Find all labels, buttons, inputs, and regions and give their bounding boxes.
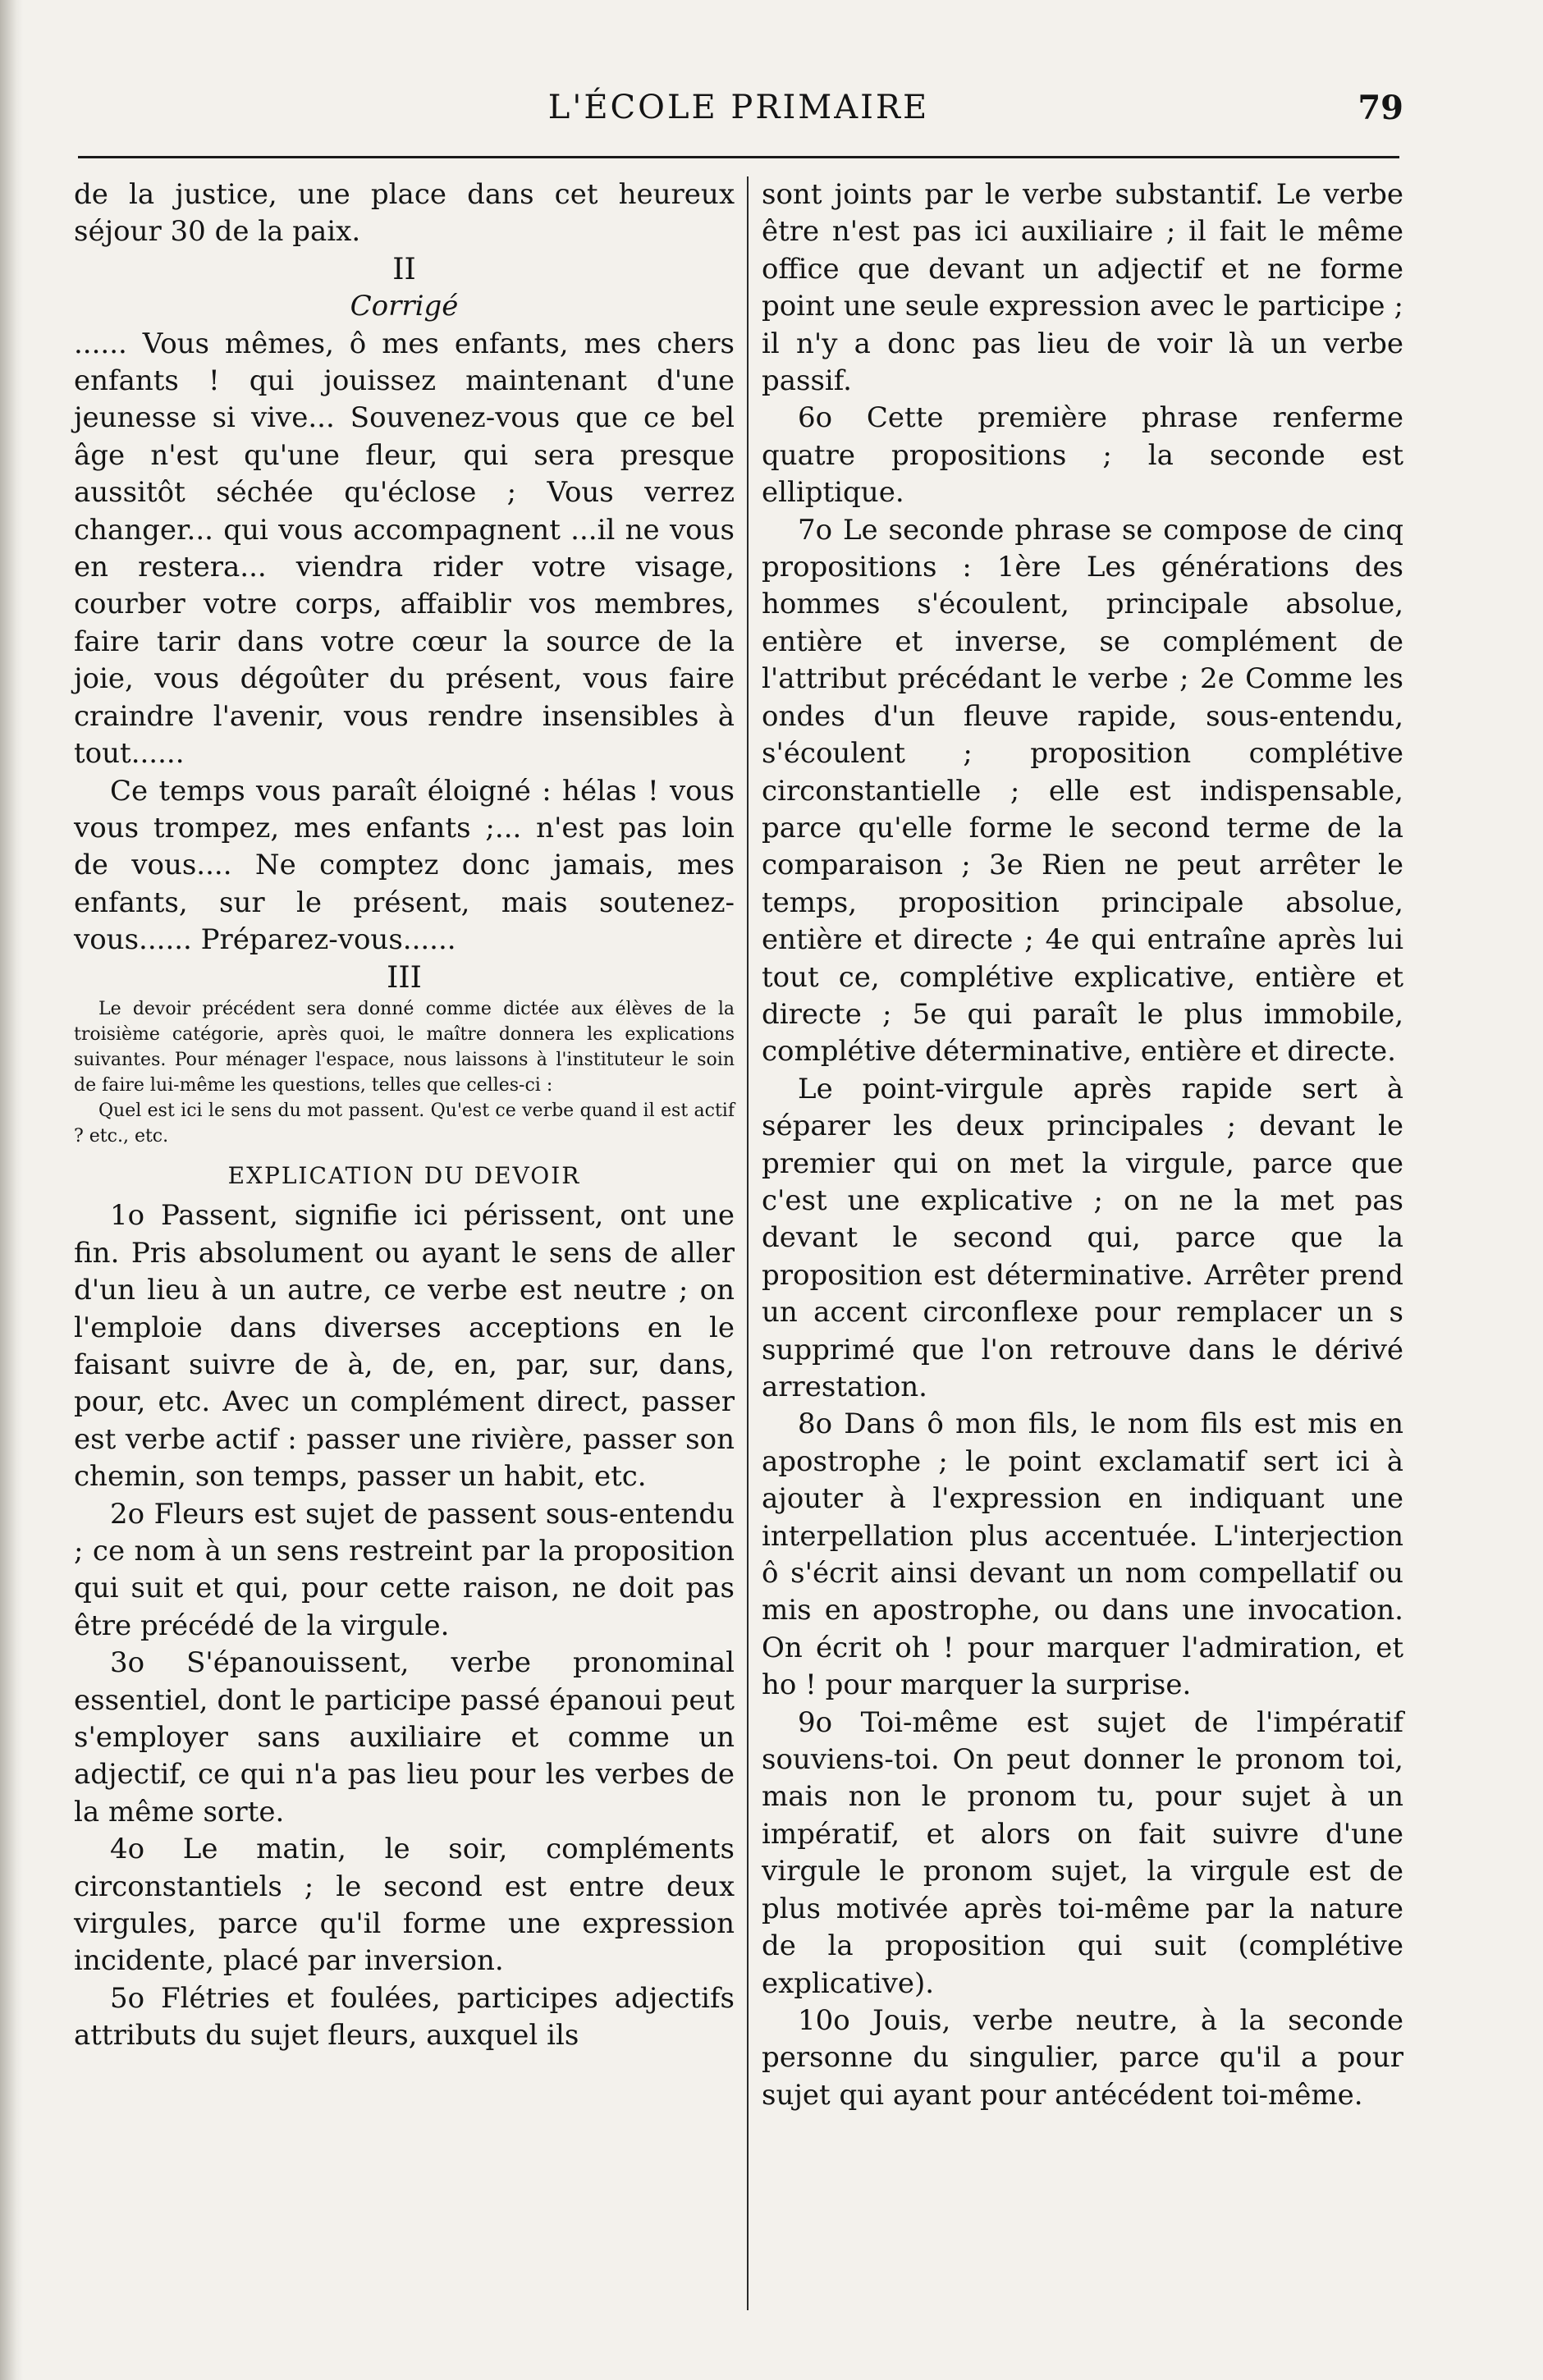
explication-item-5: 5o Flétries et foulées, participes adjectifs attributs du sujet fleurs, auxquel ils	[74, 1981, 735, 2053]
teacher-note-1: Le devoir précédent sera donné comme dictée aux élèves de la troisième catégorie, après quoi, le maître donnera les explications suivantes. Pour ménager l'espace, nous laissons à l'instituteur le soin de faire lui-même les questions, telles que celles-ci :	[74, 998, 735, 1096]
header-rule	[78, 156, 1399, 158]
point-virgule-paragraph: Le point-virgule après rapide sert à séparer les deux principales ; devant le premier qui on met la virgule, parce que c'est une explicative ; on ne la met pas devant le second qui, parce que la proposition est déterminative. Arrêter prend un accent circonflexe pour remplacer un s supprimé que l'on retrouve dans le dérivé arrestation.	[762, 1072, 1403, 1403]
explication-item-10: 10o Jouis, verbe neutre, à la seconde personne du singulier, parce qu'il a pour sujet qui ayant pour antécédent toi-même.	[762, 2003, 1403, 2112]
explication-item-9: 9o Toi-même est sujet de l'impératif souviens-toi. On peut donner le pronom toi, mais non le pronom tu, pour sujet à un impératif, et alors on fait suivre d'une virgule le pronom sujet, la virgule est de plus motivée après toi-même par la nature de la proposition qui suit (complétive explicative).	[762, 1705, 1403, 2000]
explication-item-2: 2o Fleurs est sujet de passent sous-entendu ; ce nom à un sens restreint par la proposition qui suit et qui, pour cette raison, ne doit pas être précédé de la virgule.	[74, 1497, 735, 1642]
explication-item-4: 4o Le matin, le soir, compléments circonstantiels ; le second est entre deux virgules, parce qu'il forme une expression incidente, placé par inversion.	[74, 1833, 735, 1978]
page-edge-shadow	[0, 0, 23, 2380]
section-heading-iii: III	[387, 960, 422, 995]
explication-item-3: 3o S'épanouissent, verbe pronominal essentiel, dont le participe passé épanoui peut s'employer sans auxiliaire et comme un adjectif, ce qui n'a pas lieu pour les verbes de la même sorte.	[74, 1646, 735, 1828]
page-header	[74, 89, 1403, 146]
page-number: 79	[1358, 89, 1403, 127]
corrige-paragraph-2: Ce temps vous paraît éloigné : hélas ! vous vous trompez, mes enfants ;... n'est pas loin de vous.... Ne comptez donc jamais, mes enfants, sur le présent, mais soutenez-vous...... Préparez-vous......	[74, 774, 735, 957]
section-heading-ii: II	[392, 252, 416, 286]
corrige-heading: Corrigé	[350, 290, 459, 323]
running-title: L'ÉCOLE PRIMAIRE	[547, 89, 930, 126]
corrige-paragraph-1: ...... Vous mêmes, ô mes enfants, mes chers enfants ! qui jouissez maintenant d'une jeunesse si vive... Souvenez-vous que ce bel âge n'est qu'une fleur, qui sera presque aussitôt séchée qu'éclose ; Vous verrez changer... qui vous accompagnent ...il ne vous en restera... viendra rider votre visage, courber votre corps, affaiblir vos membres, faire tarir dans votre cœur la source de la joie, vous dégoûter du présent, vous faire craindre l'avenir, vous rendre insensibles à tout......	[74, 327, 735, 771]
right-column	[762, 176, 1403, 2114]
paragraph-continuation-right: sont joints par le verbe substantif. Le verbe être n'est pas ici auxiliaire ; il fait le même office que devant un adjectif et ne forme point une seule expression avec le participe ; il n'y a donc pas lieu de voir là un verbe passif.	[762, 178, 1403, 398]
explication-heading: EXPLICATION DU DEVOIR	[227, 1161, 581, 1189]
explication-item-8: 8o Dans ô mon fils, le nom fils est mis en apostrophe ; le point exclamatif sert ici à ajouter à l'expression en indiquant une interpellation plus accentuée. L'interjection ô s'écrit ainsi devant un nom compellatif ou mis en apostrophe, ou dans une invocation. On écrit oh ! pour marquer l'admiration, et ho ! pour marquer la surprise.	[762, 1407, 1403, 1702]
explication-item-7: 7o Le seconde phrase se compose de cinq propositions : 1ère Les générations des hommes s'écoulent, principale absolue, entière et inverse, se complément de l'attribut précédant le verbe ; 2e Comme les ondes d'un fleuve rapide, sous-entendu, s'écoulent ; proposition complétive circonstantielle ; elle est indispensable, parce qu'elle forme le second terme de la comparaison ; 3e Rien ne peut arrêter le temps, proposition principale absolue, entière et directe ; 4e qui entraîne après lui tout ce, complétive explicative, entière et directe ; 5e qui paraît le plus immobile, complétive déterminative, entière et directe.	[762, 513, 1403, 1069]
paragraph-continuation: de la justice, une place dans cet heureux séjour 30 de la paix.	[74, 178, 735, 249]
column-divider	[747, 176, 749, 2310]
explication-item-1: 1o Passent, signifie ici périssent, ont une fin. Pris absolument ou ayant le sens de aller d'un lieu à un autre, ce verbe est neutre ; on l'emploie dans diverses acceptions en le faisant suivre de à, de, en, par, sur, dans, pour, etc. Avec un complément direct, passer est verbe actif : passer une rivière, passer son chemin, son temps, passer un habit, etc.	[74, 1199, 735, 1494]
left-column	[74, 176, 735, 2055]
teacher-note-2: Quel est ici le sens du mot passent. Qu'est ce verbe quand il est actif ? etc., etc.	[74, 1100, 735, 1147]
explication-item-6: 6o Cette première phrase renferme quatre propositions ; la seconde est elliptique.	[762, 401, 1403, 510]
